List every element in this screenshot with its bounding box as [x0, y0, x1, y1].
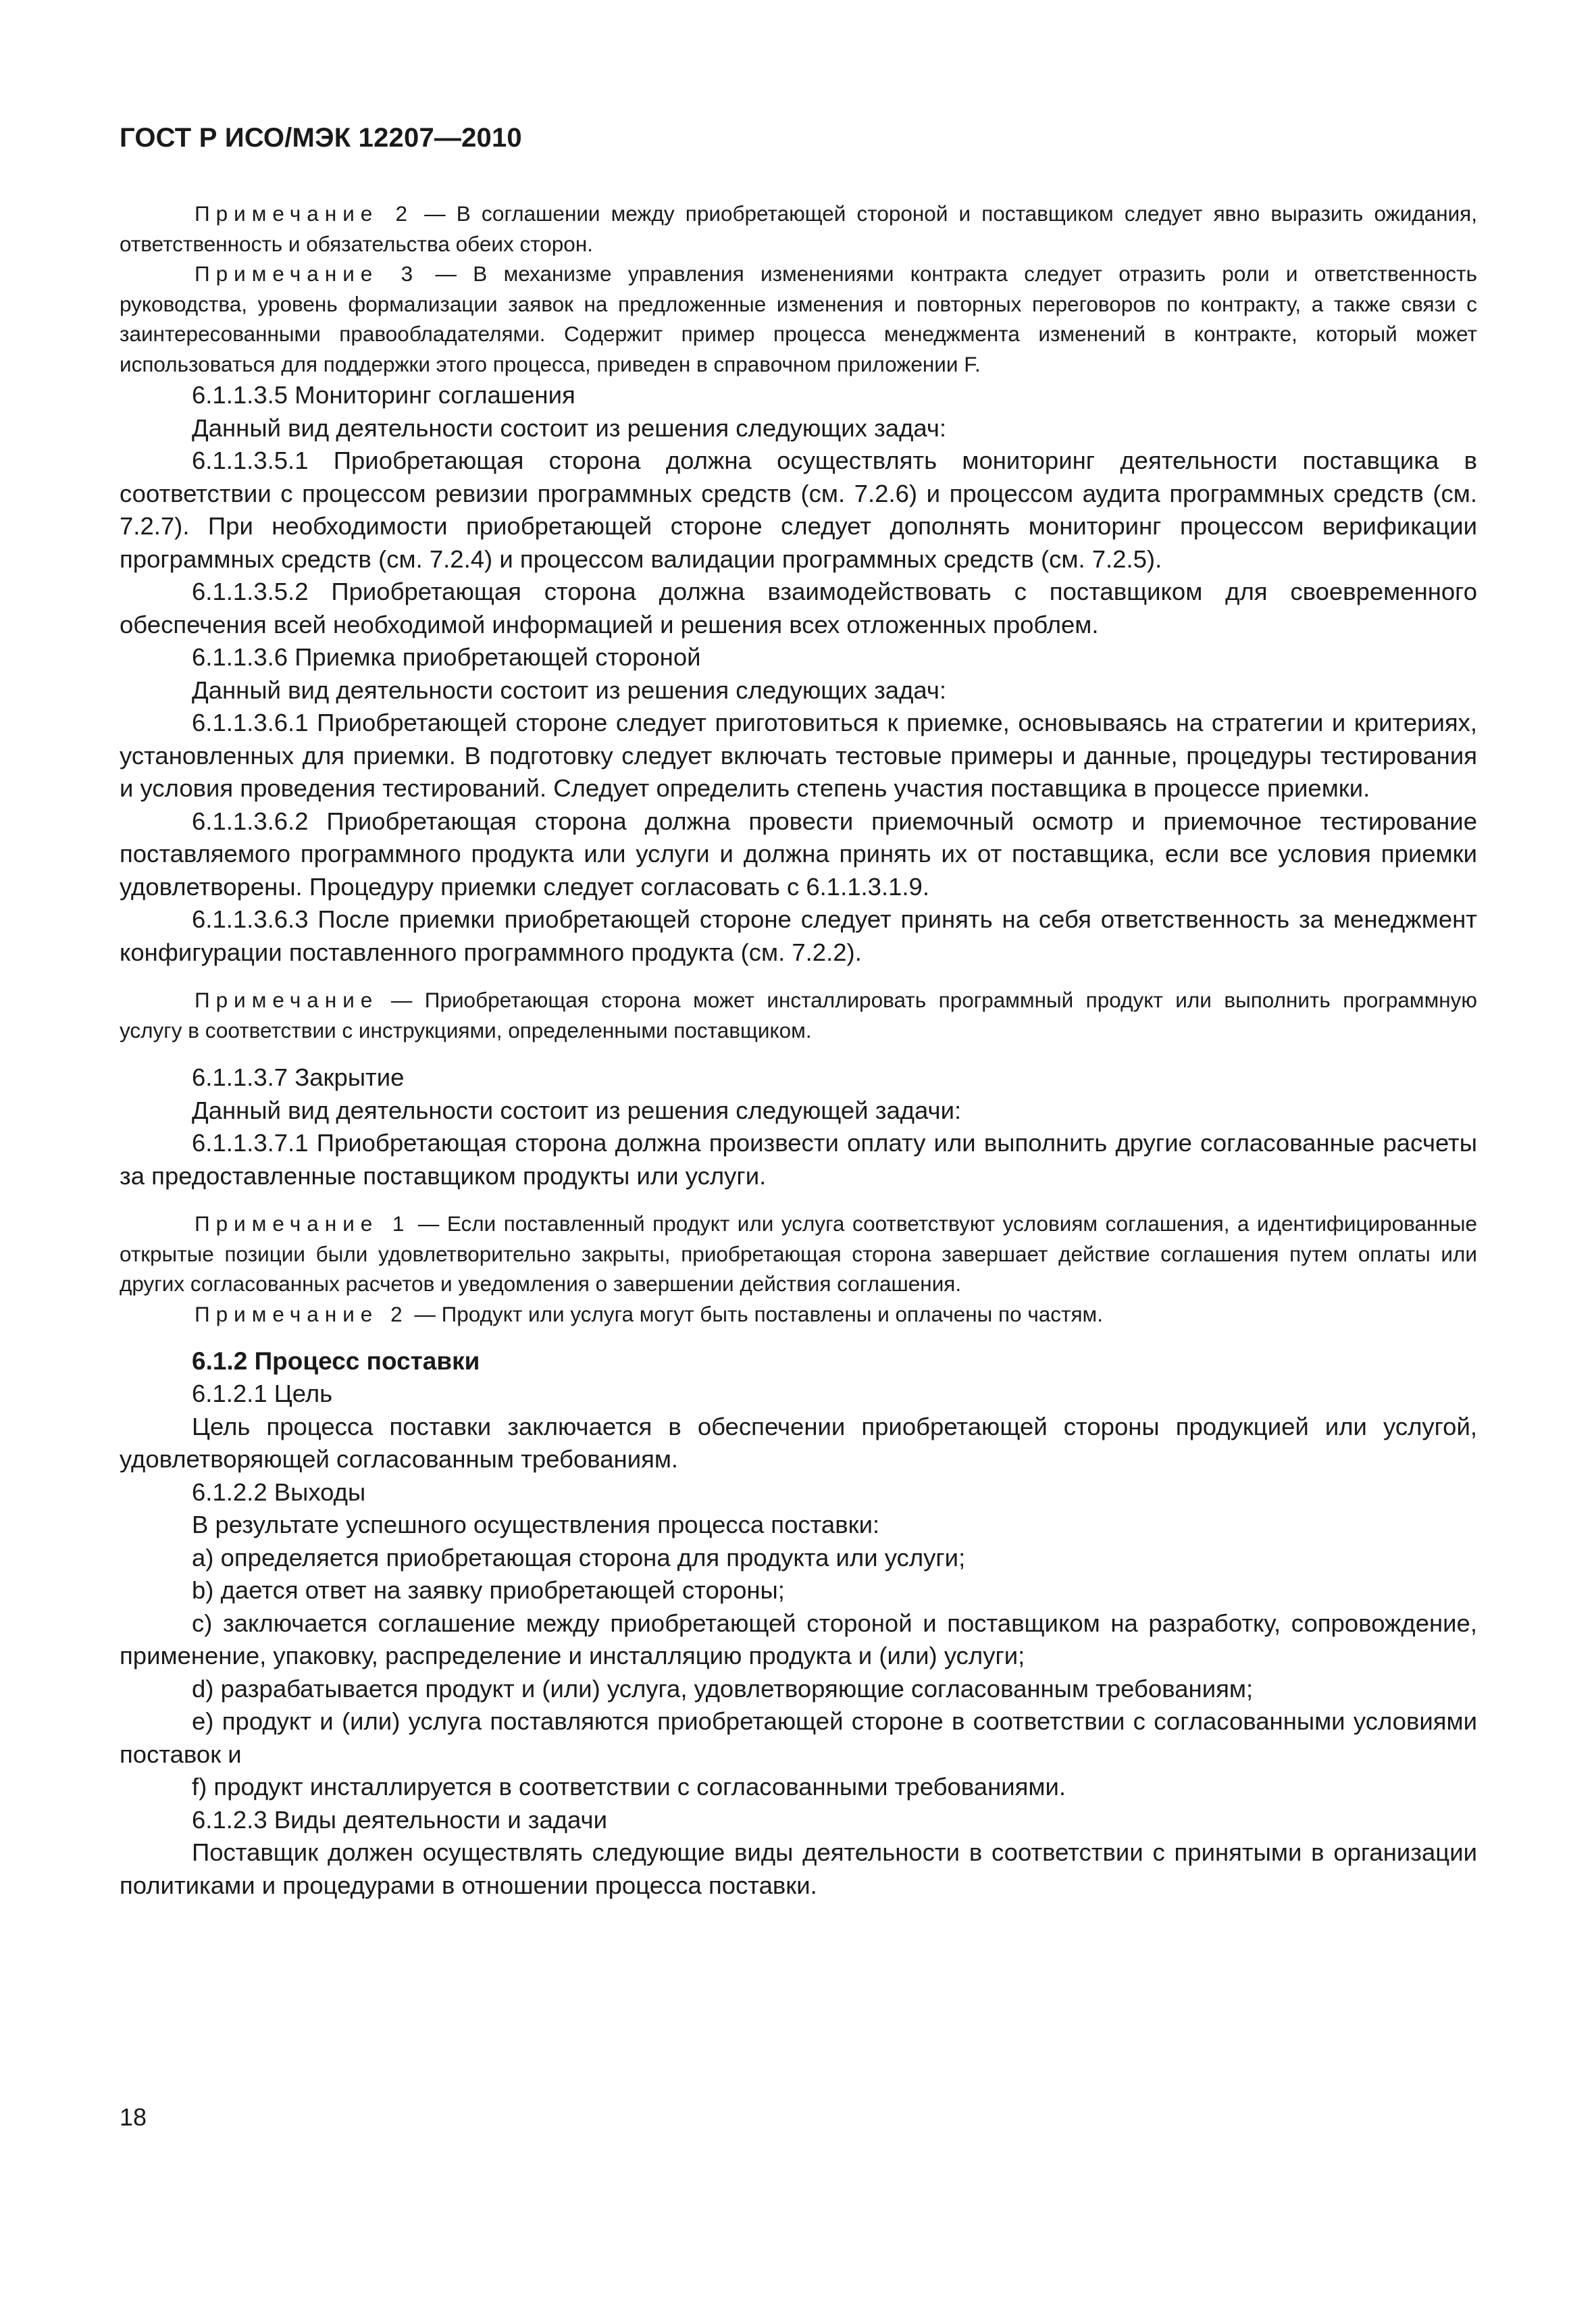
body-paragraph: d) разрабатывается продукт и (или) услуга, удовлетворяющие согласованным требованиям;	[192, 1674, 1254, 1703]
note-text: — В соглашении между приобретающей стороной и поставщиком следует явно выразить ожидания, ответственность и обязательства обеих сторон.	[120, 201, 1477, 256]
document-body	[120, 199, 1477, 1902]
body-paragraph: 6.1.1.3.5.1 Приобретающая сторона должна осуществлять мониторинг деятельности поставщика в соответствии с процессом ревизии программных средств (см. 7.2.6) и процессом аудита программных средств (см. 7.2.7). При необходимости приобретающей стороне следует дополнять мониторинг процессом верификации программных средств (см. 7.2.4) и процессом валидации программных средств (см. 7.2.5).	[120, 447, 1477, 573]
note-text: — В механизме управления изменениями контракта следует отразить роли и ответственность руководства, уровень формализации заявок на предложенные изменения и повторных переговоров по контракту, а также связи с заинтересованными правообладателями. Содержит пример процесса менеджмента изменений в контракте, который может использоваться для поддержки этого процесса, приведен в справочном приложении F.	[120, 261, 1477, 376]
body-paragraph: Цель процесса поставки заключается в обеспечении приобретающей стороны продукцией или услугой, удовлетворяющей согласованным требованиям.	[120, 1412, 1477, 1473]
body-paragraph: 6.1.1.3.6.2 Приобретающая сторона должна провести приемочный осмотр и приемочное тестирование поставляемого программного продукта или услуги и должна принять их от поставщика, если все условия приемки удовлетворены. Процедуру приемки следует согласовать с 6.1.1.3.1.9.	[120, 807, 1477, 901]
body-paragraph: b) дается ответ на заявку приобретающей стороны;	[192, 1576, 785, 1604]
body-paragraph: 6.1.1.3.6.3 После приемки приобретающей стороне следует принять на себя ответственность за менеджмент конфигурации поставленного программного продукта (см. 7.2.2).	[120, 905, 1477, 966]
body-paragraph: 6.1.1.3.5.2 Приобретающая сторона должна взаимодействовать с поставщиком для своевременного обеспечения всей необходимой информацией и решения всех отложенных проблем.	[120, 578, 1477, 638]
note-paragraph	[120, 259, 1477, 379]
body-paragraph: Данный вид деятельности состоит из решения следующих задач:	[192, 413, 947, 442]
body-paragraph: Поставщик должен осуществлять следующие виды деятельности в соответствии с принятыми в организации политиками и процедурами в отношении процесса поставки.	[120, 1838, 1477, 1899]
body-paragraph: c) заключается соглашение между приобретающей стороной и поставщиком на разработку, сопровождение, применение, упаковку, распределение и инсталляцию продукта и (или) услуги;	[120, 1609, 1477, 1669]
note-text: — Продукт или услуга могут быть поставлены и оплачены по частям.	[408, 1301, 1103, 1326]
body-paragraph: 6.1.2.2 Выходы	[192, 1478, 366, 1506]
body-paragraph: 6.1.1.3.6 Приемка приобретающей стороной	[192, 643, 701, 671]
note-label: Примечание 2	[195, 201, 413, 226]
note-label: Примечание 2	[195, 1301, 409, 1326]
body-paragraph: Данный вид деятельности состоит из решения следующих задач:	[192, 676, 947, 704]
body-paragraph: 6.1.2.1 Цель	[192, 1380, 333, 1407]
document-page	[120, 122, 1477, 1902]
body-paragraph: f) продукт инсталлируется в соответствии с согласованными требованиями.	[192, 1773, 1066, 1801]
body-paragraph: 6.1.1.3.7 Закрытие	[192, 1063, 405, 1091]
note-label: Примечание	[195, 988, 379, 1012]
body-paragraph: 6.1.1.3.7.1 Приобретающая сторона должна произвести оплату или выполнить другие согласованные расчеты за предоставленные поставщиком продукты или услуги.	[120, 1129, 1477, 1190]
body-paragraph: e) продукт и (или) услуга поставляются приобретающей стороне в соответствии с согласованными условиями поставок и	[120, 1707, 1477, 1768]
note-label: Примечание 3	[195, 261, 419, 286]
body-paragraph: a) определяется приобретающая сторона для продукта или услуги;	[192, 1543, 966, 1571]
note-paragraph	[120, 1209, 1477, 1299]
note-text: — Приобретающая сторона может инсталлировать программный продукт или выполнить программную услугу в соответствии с инструкциями, определенными поставщиком.	[120, 988, 1477, 1042]
note-label: Примечание 1	[195, 1211, 411, 1236]
body-paragraph: 6.1.1.3.6.1 Приобретающей стороне следует приготовиться к приемке, основываясь на стратегии и критериях, установленных для приемки. В подготовку следует включать тестовые примеры и данные, процедуры тестирования и условия проведения тестирований. Следует определить степень участия поставщика в процессе приемки.	[120, 709, 1477, 802]
note-paragraph	[120, 199, 1477, 259]
page-number: 18	[120, 2103, 147, 2131]
document-header: ГОСТ Р ИСО/МЭК 12207—2010	[120, 123, 522, 153]
section-heading: 6.1.2 Процесс поставки	[192, 1347, 480, 1375]
body-paragraph: В результате успешного осуществления процесса поставки:	[192, 1511, 880, 1538]
body-paragraph: 6.1.1.3.5 Мониторинг соглашения	[192, 381, 575, 409]
note-paragraph	[120, 1299, 1477, 1330]
body-paragraph: Данный вид деятельности состоит из решения следующей задачи:	[192, 1096, 962, 1124]
note-text: — Если поставленный продукт или услуга соответствуют условиям соглашения, а идентифицированные открытые позиции были удовлетворительно закрыты, приобретающая сторона завершает действие соглашения путем оплаты или других согласованных расчетов и уведомления о завершении действия соглашения.	[120, 1211, 1477, 1296]
note-paragraph	[120, 985, 1477, 1045]
body-paragraph: 6.1.2.3 Виды деятельности и задачи	[192, 1805, 607, 1834]
